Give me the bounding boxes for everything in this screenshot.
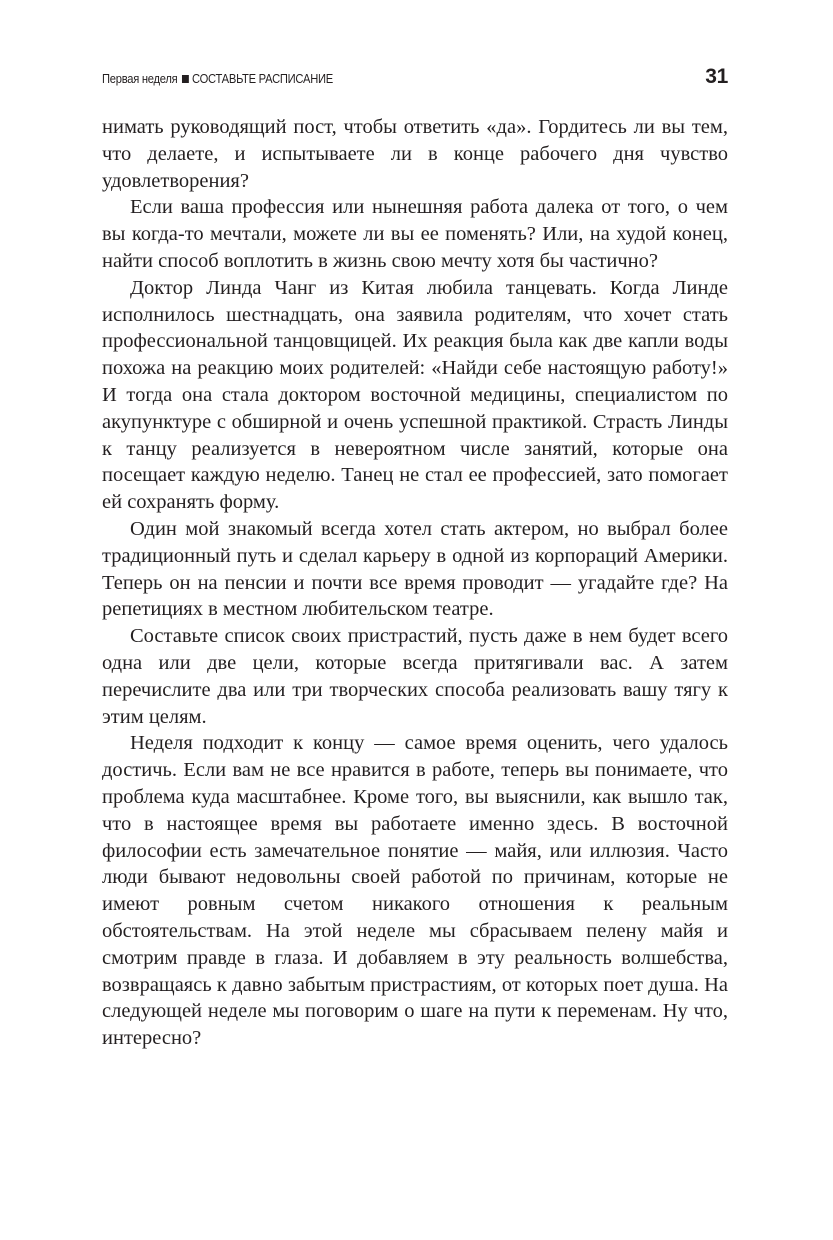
paragraph: Доктор Линда Чанг из Китая любила танцевать. Когда Линде исполнилось шестнадцать, она заявила родителям, что хочет стать профессиональной танцовщицей. Их реакция была как две капли воды похожа на реакцию моих родителей: «Найди себе настоящую работу!» И тогда она стала доктором восточной медицины, специалистом по акупунктуре с обширной и очень успешной практикой. Страсть Линды к танцу реализуется в невероятном числе занятий, которые она посещает каждую неделю. Танец не стал ее профессией, зато помогает ей сохранять форму. bbox=[102, 276, 728, 514]
paragraph: Составьте список своих пристрастий, пусть даже в нем будет всего одна или две цели, которые всегда притягивали вас. А затем перечислите два или три творческих способа реализовать вашу тягу к этим целям. bbox=[102, 625, 728, 728]
square-bullet-icon bbox=[182, 75, 189, 83]
chapter-label: СОСТАВЬТЕ РАСПИСАНИЕ bbox=[192, 71, 334, 86]
running-header bbox=[102, 65, 728, 91]
body-text bbox=[102, 114, 728, 1052]
paragraph: Один мой знакомый всегда хотел стать актером, но выбрал более традиционный путь и сделал карьеру в одной из корпораций Америки. Теперь он на пенсии и почти все время проводит — угадайте где? На репетициях в местном любительском театре. bbox=[102, 517, 728, 621]
paragraph: Неделя подходит к концу — самое время оценить, чего удалось достичь. Если вам не все нравится в работе, теперь вы понимаете, что проблема куда масштабнее. Кроме того, вы выяснили, как вышло так, что в настоящее время вы работаете именно здесь. В восточной философии есть замечательное понятие — майя, или иллюзия. Часто люди бывают недовольны своей работой по причинам, которые не имеют ровным счетом никакого отношения к реальным обстоятельствам. На этой неделе мы сбрасываем пелену майя и смотрим правде в глаза. И добавляем в эту реальность волшебства, возвращаясь к давно забытым пристрастиям, от которых поет душа. На следующей неделе мы поговорим о шаге на пути к переменам. Ну что, интересно? bbox=[102, 732, 728, 1050]
paragraph: Если ваша профессия или нынешняя работа далека от того, о чем вы когда-то мечтали, можете ли вы ее поменять? Или, на худой конец, найти способ воплотить в жизнь свою мечту хотя бы частично? bbox=[102, 196, 728, 272]
section-label: Первая неделя bbox=[102, 71, 178, 86]
running-header-title bbox=[102, 71, 333, 86]
paragraph-continued: нимать руководящий пост, чтобы ответить «да». Гордитесь ли вы тем, что делаете, и испытываете ли в конце рабочего дня чувство удовлетворения? bbox=[102, 116, 728, 192]
page-number: 31 bbox=[705, 65, 728, 88]
